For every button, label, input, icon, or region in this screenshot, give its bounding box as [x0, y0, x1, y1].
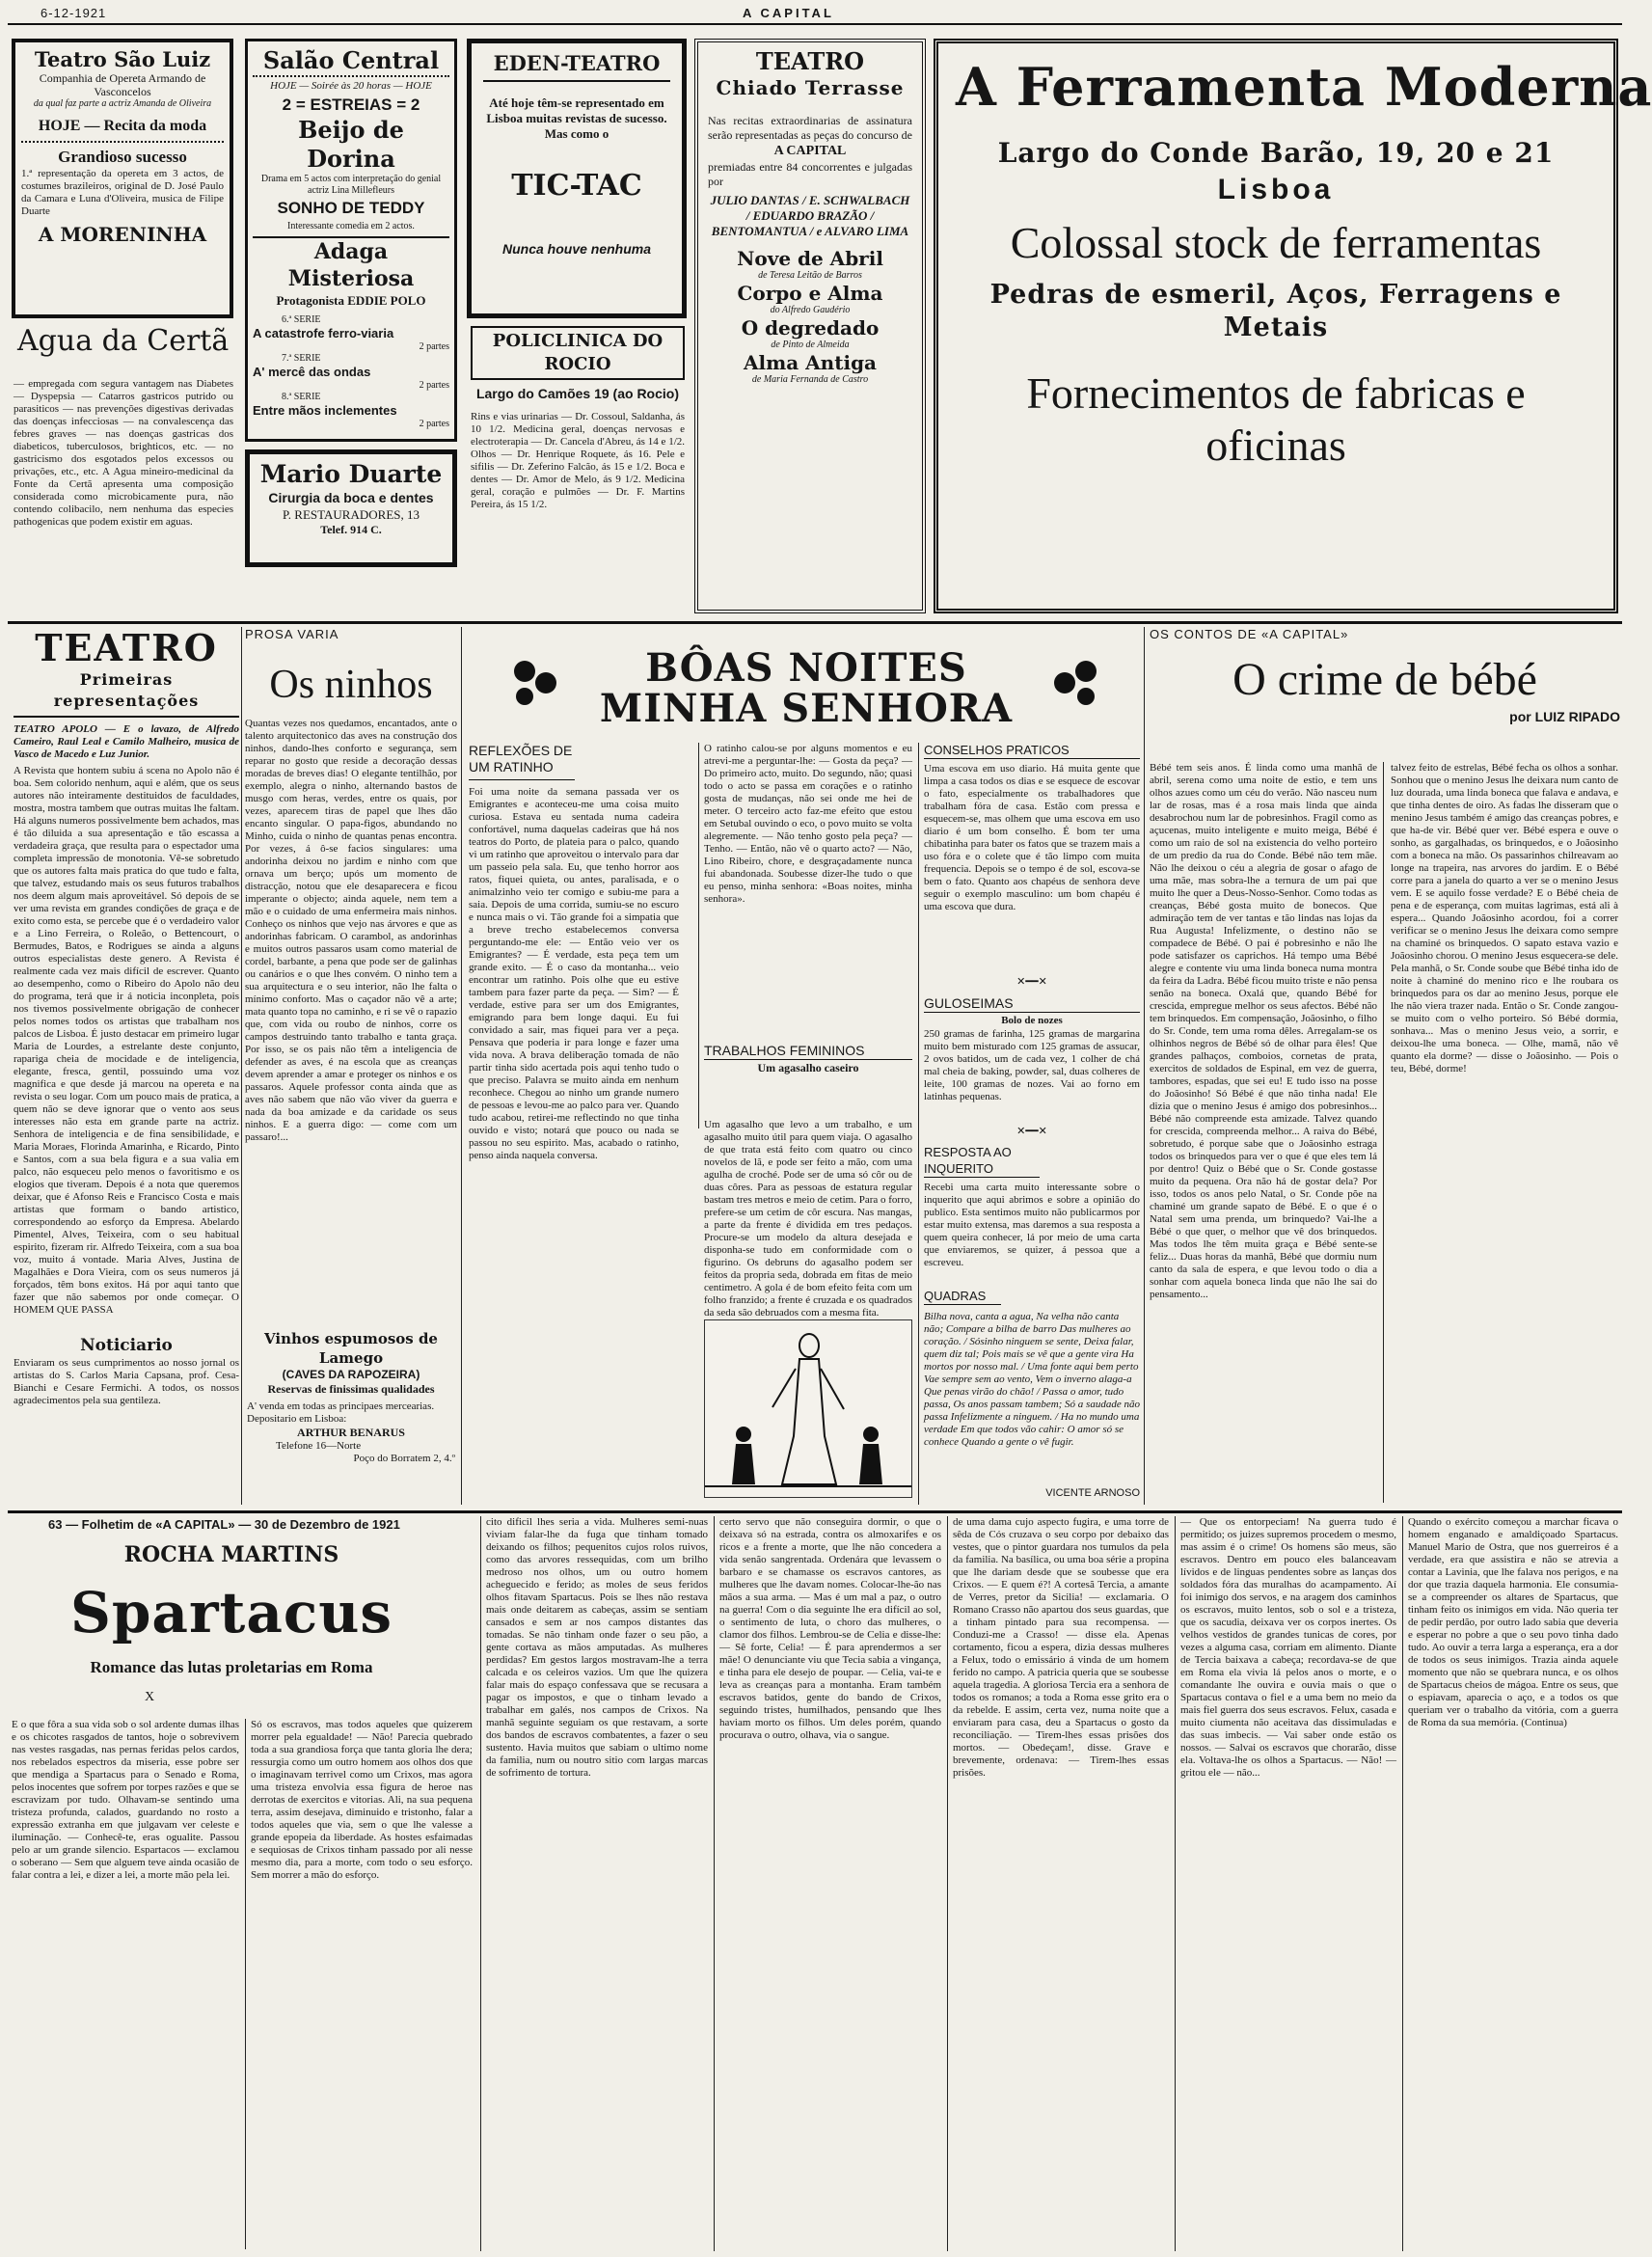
boas-noites-title: BÔAS NOITES MINHA SENHORA: [599, 645, 1014, 731]
conselhos-section: [924, 743, 1140, 1505]
noticiario-title: Noticiario: [80, 1336, 173, 1355]
sao-luiz-divider: [21, 141, 224, 143]
salao-series-6: [253, 314, 449, 353]
top-row-rule: [8, 621, 1622, 624]
ferramenta-title: A Ferramenta Moderna: [956, 56, 1652, 118]
column-rule-4: [918, 743, 919, 1505]
folhetim-rule-5: [1175, 1516, 1176, 2251]
policlinica-address: Largo do Camões 19 (ao Rocio): [475, 386, 680, 401]
fashion-figures-image: [705, 1320, 911, 1497]
noticiario-text: Enviaram os seus cumprimentos ao nosso jornal os artistas do S. Carlos Maria Capsana, prof. Cesa-Bianchi e Cesare Fermichi. A todos, os nossos agradecimentos pela sua gentileza.: [14, 1357, 239, 1406]
ratinho-text: O ratinho calou-se por alguns momentos e eu atrevi-me a perguntar-lhe: — Gosta da peça? — Do primeiro acto, muito. Do segundo, não; quasi todo o acto se passa em corações e o ratinho gosta de mudanças, não sei onde me hei de meter. O terceiro acto faz-me efeito que estou em Setubal ouvindo o eco, o povo muito se volta alegremente. — Não tenho gosto pela peça? — Tenho. — Então, não vê o quarto acto? — Não, Lino Ribeiro, chore, e desgraçadamente nunca fui abandonada. Soubesse dizer-lhe tudo o que eu penso, minha senhora: «Boas noites, minha senhora».: [704, 743, 912, 905]
chiado-title1: TEATRO: [755, 47, 865, 75]
boas-noites-banner: [469, 627, 1138, 733]
resposta-title: RESPOSTA AO INQUERITO: [924, 1144, 1040, 1178]
folhetim-author: ROCHA MARTINS: [123, 1542, 339, 1567]
middle-row-rule: [8, 1510, 1622, 1513]
sao-luiz-description: 1.ª representação da opereta em 3 actos, de costumes brazileiros, original de D. José Paulo da Camara e Luna d'Oliveira, musica de Filipe Duarte: [21, 168, 224, 217]
ferramenta-stock: Colossal stock de ferramentas: [1010, 218, 1542, 267]
quadras-text: Bilha nova, canta a agua, Na velha não canta não; Compare a bilha de barro Das mulheres ao coração. / Sósinho ninguem se sente, Deixa falar, quem diz tal; Pois mais se vê que a gente vira Ha mortos por nosso mal. / Uma fonte aqui bem perto Vae sempre sem ao vento, Vem o inverno alaga-a Que penas virão do chão! / Passa o amor, tudo passa, Os anos passam tambem; Só a saudade não passa Infelizmente a ninguem. / Ha no mundo uma verdade Em que todos vão cahir: O amor só se conhece Quando a gente o vê fugir.: [924, 1311, 1140, 1448]
eden-play: TIC-TAC: [511, 169, 642, 203]
lamego-title: Vinhos espumosos de Lamego: [264, 1330, 438, 1367]
fashion-illustration: [704, 1319, 912, 1498]
flourish-left-icon: [507, 654, 565, 712]
teatro-section: [14, 627, 239, 1505]
salao-series-6-parts: 2 partes: [419, 341, 449, 352]
guloseimas-title: GULOSEIMAS: [924, 994, 1140, 1013]
folhetim-col2: Só os escravos, mas todos aqueles que quizerem morrer pela egualdade! — Não! Parecia quebrado toda a sua grandiosa força que tanta gloria lhe dera; ressurgia como um outro homem aos olhos dos que o imaginavam terrivel como um Crixos, mas agora uma tristeza envolvia essa figura de heroe nas derrotas de exercitos e vitorias. Ali, na sua pequena terra, assim desejava, diminuido e tristonho, falar a todos aqueles que via, sem o que lhe valesse a grande epopeia da liberdade. As hostes esfaimadas e sequiosas de Crixos tinham passado por ali nesse mesmo dia, para a morte, com todo o seu esforço. Sem morrer a mão do esforço.: [251, 1719, 473, 1881]
ad-vinhos-lamego: [247, 1329, 455, 1503]
ratinho-section: [704, 743, 912, 1109]
folhetim-section: [10, 1516, 1620, 2251]
salao-star: Protagonista EDDIE POLO: [276, 293, 426, 308]
sao-luiz-success: Grandioso sucesso: [58, 148, 187, 166]
salao-series-8: [253, 392, 449, 430]
agua-certa-title: Agua da Certã: [17, 324, 230, 358]
ad-ferramenta-moderna: [934, 39, 1652, 613]
salao-series-8-label: 8.ª SERIE: [282, 392, 321, 402]
mario-phone: Telef. 914 C.: [320, 523, 382, 536]
folhetim-title: Spartacus: [69, 1580, 393, 1645]
folhetim-chapter: X: [145, 1690, 155, 1704]
sao-luiz-company-note: da qual faz parte a actriz Amanda de Oliveira: [33, 98, 212, 109]
sao-luiz-today: HOJE — Recita da moda: [38, 118, 207, 134]
folhetim-rule-3: [714, 1516, 715, 2251]
mario-address: P. RESTAURADORES, 13: [283, 507, 420, 522]
ad-teatro-sao-luiz: [12, 39, 233, 318]
contos-title: O crime de bébé: [1232, 654, 1537, 705]
mario-desc: Cirurgia da boca e dentes: [268, 490, 434, 505]
salao-series-7-label: 7.ª SERIE: [282, 353, 321, 364]
folhetim-header: 63 — Folhetim de «A CAPITAL» — 30 de Dezembro de 1921: [48, 1517, 400, 1532]
salao-film2: SONHO DE TEDDY: [277, 199, 425, 217]
contos-col1: Bébé tem seis anos. É linda como uma manhã de abril, serena como uma noite de estio, e tem uns olhos azues como um céu do verão. Não nasceu num lar de rosas, mas é a rosa mais linda que ainda desabrochou num lar de pobresinhos. Fragil como as açucenas, muito inteligente e muito meiga, Bébé é como um raio de sol na existencia do velho porteiro de um predio da rua do Conde. Bébé não tem mãe. Não lhe deixou o céu a alegria de gosar o afago de uma mãe, mas sobra-lhe a ternura de um pai que muito lhe quer a Deus-Nosso-Senhor. Como todas as creanças, Bébé gosta muito de bonecos. Que admiração tem de ver tantas e tão lindas nas lojas da Rua Augusta! Infelizmente, o destino não se compadece de Bébé. O pai é pobresinho e não lhe pode satisfazer os caprichos. Há tempo uma Bébé alegre e contente viu uma linda boneca numa montra da feira da Ladra. Bébé ficou muito triste e não pensa senão na boneca. Oxalá que, quando Bébé for crescida, empregue melhor os seus afectos. Bébé não tem brinquedos. Em compensação, Joãosinho, o filho do Sr. Conde, tem uma roma dêles. Arregalam-se os olhinhos negros de Bébé só de olhar para êles! Que grandes palhaços, comboios, cornetas de prata, exercitos de soldados de Espinal, em vez de guerra, tambores, espadas, que sei eu! E tudo isso na posse do Joãosinho! Só Bébé é que não tinha nada! Ele dizia que o menino Jesus é amigo dos pobresinhos... Bébé não compreende esta amizade. Talvez quando for crescida, compreenda melhor... A raiva do Bébé, sobretudo, é porque sabe que o Joãosinho estraga todos os brinquedos para ver o que é que eles tem lá por dentro! Quiz o Bébé que o Sr. Conde gostasse muito da pequena. Ora não há de gostar dela? Por isso, todos os anos pelo Natal, o Sr. Conde põe na chaminé um grande sapato de Bébé. E o que é o Natal sem uma prenda, um brinquedo? Vai-lhe a Bébé o que quer, o melhor que vê dos brinquedos. Mas todos lhe têm muita graça e Bébé sente-se feliz... Duas horas da manhã, Bébé que dormiu num canto da sala de espera, e que levou todo o dia a sonhar com aquela boneca linda que não lhe sai do pensamento...: [1150, 762, 1377, 1300]
lamego-sub: (CAVES DA RAPOZEIRA): [282, 1368, 420, 1381]
folhetim-col6: — Que os entorpeciam! Na guerra tudo é permitido; os juizes supremos procedem o mesmo, mas assim é o crime! Os homens são meus, são escravos. Dentro em pouco eles balanceavam lívidos e de linguas pendentes sobre as lanças dos soldados fóra das muralhas do acampamento. Aí foi inimigo dos servos, e na aragem dos caminhos os escravos, muito lentos, sob o sol e a tristeza, que os sacudia, deixava ver os corpos inertes. Os velhos vestidos de grandes tunicas de cores, por vezes a alguma casa, corriam em alimento. Diante de Tercia baixava a cabeça; recordava-se de que em Roma ela vivia lá pelos anos o morte, e o comandante lhe ouvira e ouvia mais o que o Spartacus contava o fiel e a uma bem no meio da mais fiel guerra dos seus escravos. Felux, casada e muito ciumenta não aceitava das dissimuladas e das suas imbecis. — Vai saber onde estão os nossos. — Salvai os escravos que chorarão, disse ela. Voltava-lhe os olhos a Spartacus. — Não! — gritou ele — não...: [1180, 1516, 1396, 1779]
column-rule-2: [461, 627, 462, 1505]
trabalhos-title: TRABALHOS FEMININOS: [704, 1042, 912, 1060]
chiado-play1: Nove de Abril: [737, 247, 883, 270]
guloseimas-subtitle: Bolo de nozes: [1001, 1015, 1063, 1026]
ferramenta-supply: Fornecimentos de fabricas e oficinas: [1026, 368, 1526, 470]
flourish-right-icon: [1047, 654, 1105, 712]
lamego-address: Poço do Borratem 2, 4.º: [353, 1453, 455, 1464]
folhetim-subtitle: Romance das lutas proletarias em Roma: [90, 1658, 373, 1676]
teatro-subtitle: Primeiras representações: [14, 669, 239, 718]
contos-author: por LUIZ RIPADO: [1509, 709, 1620, 724]
salao-series-8-parts: 2 partes: [419, 419, 449, 429]
column-rule-1: [241, 627, 242, 1505]
salao-title: Salão Central: [253, 46, 449, 77]
salao-series-7: [253, 353, 449, 392]
chiado-text2: premiadas entre 84 concorrentes e julgadas por: [708, 160, 912, 188]
policlinica-text: Rins e vias urinarias — Dr. Cossoul, Saldanha, ás 10 1/2. Medicina geral, doenças nervosas e electroterapia — Dr. Cancela d'Abreu, ás 14 e 1/2. Olhos — Dr. Henrique Roquete, ás 16. Pele e sifilis — Dr. Zeferino Falcão, ás 15 e 1/2. Boca e dentes — Dr. Amor de Melo, ás 9 1/2. Medicina geral, coração e pulmões — Dr. F. Martins Pereira, ás 15 1/2.: [471, 411, 685, 510]
folhetim-col4: certo servo que não conseguira dormir, o que o deixava só na estrada, contra os almoxarifes e os ricos e a frente a morte, que lhe não concedera a vida senão sangrentada. Ordenára que levassem o barbaro e se chamasse os escravos cantores, as mulheres que lhe davam nomes. Colocar-lhe-ão nas mãos a sua arma. — Mas é um mal a paz, o outro na guerra! Com o dia seguinte lhe era difícil ao sol, o sentimento de luta, o choro das mulheres, o clamor dos filhos. Lembrou-se de Celia e disse-lhe: — Sê forte, Celia! — É para aprendermos a ser mãe! O denunciante viu que Tecia sabia a vingança, e tinha para ele desejo de poupar. — Celia, vai-te e leva as creanças para a montanha. Eram também escravos batidos, gente do bando de Crixos, seguindo tristes, humilhados, pensando que lhes haviam morto os filhos. Um deles porém, quando procurava o outro, olhava, via o sangue.: [719, 1516, 941, 1741]
trabalhos-text: Um agasalho que levo a um trabalho, e um agasalho muito útil para quem viaja. O agasalho de que trata está feito com quatro ou cinco novelos de lã, e pode ser feito a mão, com uma agulha de croché. Pode ser de uma só côr ou de duas côres. Para as pessoas de estatura regular bastam tres metros e meio de cetim. Para o forro, prefere-se um cetim de côr escura. Nas mangas, a parte da frente é dividida em tres pedaços. Procure-se um modelo da altura desejada e disponha-se tudo em conformidade com o figurino. Os debruns do agasalho podem ser feitos da propria seda, dobrada em fitas de meio centimetro. A gola é de bom efeito feita com um folho franzido; a frente é cruzada e os quadrados da seda são debruados com a mesma fita.: [704, 1119, 912, 1319]
lamego-agent: ARTHUR BENARUS: [297, 1426, 405, 1439]
chiado-play2: Corpo e Alma: [737, 282, 883, 305]
chiado-author2: do Alfredo Gaudério: [770, 305, 851, 315]
sao-luiz-company: Companhia de Opereta Armando de Vasconcelos: [39, 71, 206, 98]
column-rule-3: [698, 743, 699, 1128]
conselhos-text: Uma escova em uso diario. Há muita gente que limpa a casa todos os dias e se esquece de escovar o fato, especialmente os trabalhadores que trabalham fóra de casa. Estão com pressa e esquecem-se, mas olhem que uma escova em uso diario é um bom conselho. É bom ter uma chibatinha para bater os fatos que se trazem mais a uso fóra e o colete que é tão limpo com muita frequencia. Depois se o tempo é de sol, escova-se bem o fato. Quanto aos chapéus de senhora deve seguir o exemplo masculino: um bom chapéu é uma escova que dura.: [924, 763, 1140, 912]
teatro-body: A Revista que hontem subiu á scena no Apolo não é boa. Sem colorido nenhum, aqui e além, que os seus autores não inteiramente destituidos de faculdades, mostra, mostra tambem que outras muitas lhe faltam. Há alguns numeros possivelmente bem achados, mas é tão diluida a sua apresentação e tão escassa a verdadeira graça, que resulta para o espectador uma completa impressão de monotonia. Vê-se sobretudo que os autores falta mais pratica do que tudo e falta, que talvez, estudando mais os seus futuros trabalhos nos deem algum mais aproveitável. Só depois de se ver uma revista em grandes condições de graça e de exito como esta, se percebe que é o verdadeiro valor e a Lino Ferreira, o Roleão, o Bettencourt, o Bermudes, Batos, e Rodrigues se ainda a alguns outros especialistas deste genero. A Revista é realmente cada vez mais difícil de escrever. Quanto ao desempenho, como o Ribeiro do Apolo não deu do programa, terá que ir á noticia inconpleta, pois nos tivemos possivelmente obrigação de conhecer pelos nomes todos os artistas que trabalham nos palcos de Lisboa. É justo destacar em primeiro lugar Maria de Lourdes, a estrelante deste conjunto, rapariga cheia de mocidade e de inteligencia, elegante, fresca, gentil, possuindo uma voz magnifica e que desde já marcou na opereta e na revista o seu logar. Com um pouco mais de pratica, a quem não se deve ignorar que o vento aos seus interesses não esta em grande parte na actriz. Senhora de inteligencia e de fina sensibilidade, e Maria Moraes, Florinda Amarinha, e Ricardo, Pinto e Santos, com a sua bela figura e a sua valia em palco, não esqueceu pelo menos o favoritismo e os elogios que tiveram. Depois é a nota que queremos deixar, que é Afonso Reis e Francisco Costa e mais artistas que formam o bando artistico, correspondendo ao esforço da Empresa. Abelardo Pimentel, Alves, Teixeira, com o seu habitual espirito, fizeram rir. Alfredo Teixeira, com a sua boa voz, muito á vontade. Maria Alves, Justina de Magalhães e Dora Vieira, com os seus numeros já forçados, têm bons exitos. Há por aqui tanto que fazer que não sabemos por onde começar. O HOMEM QUE PASSA: [14, 765, 239, 1316]
conselhos-title: CONSELHOS PRATICOS: [924, 743, 1140, 759]
ad-policlinica: [471, 326, 685, 615]
prosa-label: PROSA VARIA: [245, 627, 339, 641]
masthead-paper-name: A CAPITAL: [743, 6, 834, 20]
reflexoes-text: Foi uma noite da semana passada ver os Emigrantes e aconteceu-me uma coisa muito curiosa. Estava eu sentada numa cadeira confortável, numa daquelas cadeiras que há nos teatros do Porto, de plateia para o palco, quando vi um ratinho que aproveitou o intervalo para dar um passeio pela sala. Eu, que tenho horror aos ratos, fiquei quieta, ou antes, paralisada, e o animalzinho veio ter comigo e subiu-me para a saia. Depois de uma corrida, sumiu-se no escuro e nunca mais o vi. Tão grande foi a simpatia que a breve trecho estabelecemos conversa perguntando-me ele: — Então veio ver os Emigrantes? — É verdade, esta peça tem um grande exito. — É o caso da montanha... veio encontrar um ratinho. Pois olhe que eu estive tambem para fazer parte da peça. — Sim? — É verdade, estive para ser um dos Emigrantes, emigrando para bem longe daqui. Eu fui convidado a sair, mas fiquei para ver a peça. Pensava que poderia ir para longe e fazer uma vida nova. A brava deliberação tomada de não partir tinha sido acertada pois aqui tenho tudo o que preciso. Palavra se muito ainda em nenhum reconhece. Chegou ao ninho um grande numero de pessoas e levou-me ao palco para ver. Quando tudo acabou, retirei-me reflectindo no que tinha ouvido e visto; notará que pouco ou nada se passou no seu espirito. Mas, acabado o ratinho, penso ainda naquela conversa.: [469, 786, 679, 1161]
trabalhos-subtitle: Um agasalho caseiro: [757, 1061, 859, 1074]
chiado-text: Nas recitas extraordinarias de assinatura serão representadas as peças do concurso de: [708, 114, 912, 142]
salao-series-7-parts: 2 partes: [419, 380, 449, 391]
salao-film2-desc: Interessante comedia em 2 actos.: [253, 220, 449, 238]
agua-certa-text: — empregada com segura vantagem nas Diabetes — Dyspepsia — Catarros gastricos putrido ou parasiticos — nas prevenções digestivas derivadas das doenças infecciosas — na convalescença das febres graves — nas doenças gastricas dos diabeticos, tuberculosos, brighticos, etc. — no gastricismo dos esgotados pelos excessos ou privações, etc., etc. A Agua mineiro-medicinal da Fonte da Certã apresenta uma composição considerada como microbicamente pura, não contendo colibacilo, nem nenhuma das especies pathogenicas que podem existir em aguas.: [14, 378, 233, 528]
folhetim-rule-1: [245, 1719, 246, 2249]
salao-series-8-title: Entre mãos inclementes: [253, 403, 397, 418]
ferramenta-items: Pedras de esmeril, Aços, Ferragens e Metais: [989, 280, 1562, 342]
ad-mario-duarte: [245, 449, 457, 567]
chiado-author1: de Teresa Leitão de Barros: [758, 270, 862, 281]
eden-title: EDEN-TEATRO: [483, 51, 670, 82]
lamego-text: A' venda em todas as principaes mercearias.: [247, 1400, 435, 1412]
lamego-sub2: Reservas de finissimas qualidades: [267, 1382, 435, 1396]
contos-col2: talvez feito de estrelas, Bébé fecha os olhos a sonhar. Sonhou que o menino Jesus lhe deixara num canto de luz dourada, uma linda boneca que falava e andava, e que tinha dentes de oiro. As fadas lhe disseram que o menino Jesus também é amigo das creanças pobres, e que ha-de vir. Bébé quer ver. Bébé espera e ouve o sonho, as gargalhadas, os brinquedos, e o Joãosinho com a boneca na mão. Os passarinhos chilreavam ao longe na trapeira, nas arvores do jardim. E o Bébé corre para a janela do quarto a ver se o menino Jesus vem. E se aquilo fosse verdade? E o Bébé cheia de pena e de esperança, com muitas lagrimas, está ali à espera... Quando Joãosinho acordou, foi a correr verificar se o menino Jesus lhe deixara como sempre na chaminé os brinquedos. O sapato estava vazio e Joãosinho chorou. O menino Jesus esquecera-se dele. Pela manhã, o Sr. Conde soube que Bébé tinha ido de noite à chaminé do menino rico e lhe roubara os brinquedos para os dar ao menino Jesus, porque ele lhe não viera trazer nada. Então o Sr. Conde zangou-se muito com o velho porteiro. Só Bébé dormia, sonhava... Mas o menino Jesus veio, a sorrir, e deixou-lhe uma boneca. — Olhe, mamã, não vê quanto ela dorme? — disse o Joãosinho. — Pois o teu, Bébé, dorme!: [1391, 762, 1618, 1074]
lamego-phone: Telefone 16—Norte: [276, 1440, 362, 1452]
policlinica-title: POLICLINICA DO ROCIO: [471, 326, 685, 380]
reflexoes-section: [469, 743, 679, 1505]
section-ornament-icon: ✕━━✕: [1016, 976, 1047, 988]
chiado-author4: de Maria Fernanda de Castro: [751, 374, 869, 385]
salao-series-7-title: A' mercê das ondas: [253, 365, 371, 379]
teatro-title: TEATRO: [35, 626, 218, 669]
mario-name: Mario Duarte: [259, 460, 443, 488]
ferramenta-city: Lisboa: [1217, 174, 1335, 205]
salao-premieres: 2 = ESTREIAS = 2: [282, 95, 420, 114]
contos-column-rule: [1383, 762, 1384, 1503]
salao-film1: Beijo de Dorina: [298, 116, 404, 173]
masthead-rule: [8, 23, 1622, 25]
ad-chiado-terrasse: [694, 39, 926, 613]
prosa-title: Os ninhos: [269, 663, 433, 707]
chiado-paper: A CAPITAL: [773, 144, 847, 158]
folhetim-rule-6: [1402, 1516, 1403, 2251]
ad-salao-central: [245, 39, 457, 442]
salao-series-6-title: A catastrofe ferro-viaria: [253, 326, 394, 340]
quadras-signature: VICENTE ARNOSO: [1045, 1487, 1140, 1499]
folhetim-col1: E o que fôra a sua vida sob o sol ardente dumas ilhas e os chicotes rasgados de tantos, hoje o sobrevivem nas vestes rasgadas, nas pernas feridas pelos cardos, nos rebelados espectros da miseria, esse pobre ser que mendiga a Spartacus para o Senado e Roma, pelos inocentes que sofrem por torpes razões e que se escravizam por tudo. Olhavam-se sentindo uma tristeza profunda, calados, guardando no rosto a expressão extranha em que julgavam ver celeste e iluminação. — Conhecê-te, eras ogualite. Passou pelo ar um grande silencio. Espartacos — exclamou o soberano — Sem que alguem teve ainda ocasião de falar contra a lei, e dizer a lei, a morte mão pela lei.: [12, 1719, 239, 1881]
salao-film1-desc: Drama em 5 actos com interpretação do genial actriz Lina Millefleurs: [260, 174, 442, 196]
eden-text: Até hoje têm-se representado em Lisboa muitas revistas de sucesso. Mas como o: [486, 95, 667, 141]
contos-section: [1150, 627, 1620, 1505]
salao-today: HOJE — Soirée às 20 horas — HOJE: [270, 80, 432, 92]
chiado-title2: Chiado Terrasse: [716, 76, 905, 99]
chiado-play4: Alma Antiga: [743, 351, 878, 374]
folhetim-rule-2: [480, 1516, 481, 2251]
teatro-lead: TEATRO APOLO — E o lavazo, de Alfredo Cameiro, Raul Leal e Camilo Malheiro, musica de Vasco de Macedo e Luz Junior.: [14, 723, 239, 760]
column-rule-5: [1144, 627, 1145, 1505]
salao-serial: Adaga Misteriosa: [287, 239, 415, 291]
ad-eden-teatro: [467, 39, 687, 318]
lamego-depot: Depositario em Lisboa:: [247, 1413, 347, 1425]
resposta-text: Recebi uma carta muito interessante sobre o inquerito que aqui abrimos e sobre a opinião do publico. Esta sentimos muito não publicarmos por estar muito extensa, mas daremos a sua resposta a quem queira conhecer, lá por meio de uma carta que enviaremos, se quizer, á pessoa que a escreveu.: [924, 1182, 1140, 1268]
folhetim-rule-4: [947, 1516, 948, 2251]
eden-closing: Nunca houve nenhuma: [501, 241, 652, 257]
reflexoes-title: REFLEXÕES DE UM RATINHO: [469, 743, 575, 780]
guloseimas-text: 250 gramas de farinha, 125 gramas de margarina muito bem misturado com 125 gramas de assucar, 2 ovos batidos, um de cada vez, 1 colher de chá mal cheia de baking, powder, sal, duas colheres de leite, 100 gramas de nozes. Vai ao forno em latinhas pequenas.: [924, 1028, 1140, 1102]
chiado-judges: JULIO DANTAS / E. SCHWALBACH / EDUARDO BRAZÃO / BENTOMANTUA / e ALVARO LIMA: [710, 193, 910, 238]
quadras-title: QUADRAS: [924, 1288, 1001, 1305]
chiado-author3: de Pinto de Almeida: [771, 340, 850, 350]
sao-luiz-title: Teatro São Luiz: [34, 47, 211, 71]
contos-label: OS CONTOS DE «A CAPITAL»: [1150, 627, 1349, 641]
sao-luiz-play: A MORENINHA: [38, 223, 207, 246]
folhetim-col3: cito dificil lhes seria a vida. Mulheres semi-nuas viviam falar-lhe da fuga que tinham tomado deixando os filhos; pequenitos cujos rolos ruivos, como das arvores ressequidas, com um brilho medroso nos olhos, um ou outro homem acheguecido e ferido; as moles de seus feridos olhos fitavam Spartacus. Pois se lhes não restava mais onde deitarem as cabeças, assim se sentiam cansados e sem ar nos campos distantes das tomadas. Se não tinham onde fazer o seu pão, a gente cortava as mãos amputadas. As mulheres perdidas? Em gestos largos mostravam-lhe a terra calcada e os celeiros vazios. Um que lhe quizera falar mais do espaço confessava que se recusara a pagar os impostos, e que o tinham levado a trabalhar em galés, nos campos de Crixos. Na manhã seguinte seguiam os que restavam, a sorte dos bandos de escravos combatentes, a fazer o seu sustento. Havia muitos que sabiam o ultimo nome da familia, num ou noutro sitio com largas marcas de sofrimento de tortura.: [486, 1516, 708, 1779]
section-ornament-icon-2: ✕━━✕: [1016, 1126, 1047, 1137]
folhetim-col5: de uma dama cujo aspecto fugira, e uma torre de sêda de Cós cruzava o seu corpo por debaixo das vestes, que o pintor guardara nos tumulos da pela da familia. Na basílica, ou uma boa série a propina que lhe dariam desde que se soubesse que era Crixos. — E quem é?! A cortesã Tercia, a amante de Verres, pretor da Sicilia! — exclamaria. O Romano Crasso não apartou dos seus guardas, que a tinham pintado para sua recompensa. — Conduzi-me a Crasso! — disse ela. Apenas cortamento, ficou a espera, dizia dessas mulheres a Felux, todo o emissário á vinda de um homem ferido no campo. A patricia queria que se soubesse aquela tragedia. A gloriosa Tercia era a senhora de todos os romanos; a toda a Roma esse grito era o da rebelde. E assim, certa vez, numa noite que a enviaram para casa, deu a Spartacus o gosto da reconciliação. — Tirem-lhes essas prisões dos mortos. — Obedeçam!, disse. Grave e brevemente, ordenava: — Tirem-lhes essas prisões.: [953, 1516, 1169, 1779]
folhetim-col7: Quando o exército começou a marchar ficava o homem enganado e amaldiçoado Spartacus. Manuel Mario de Ostra, que nos guerreiros é a verdade, era que assistira e não se atrevia a contar a Lavinia, que lhe falava nos perigos, e na dor que trazia daquela harmonia. Ele consumia-se a compreender os altares de Spartacus, que tinham feito os inimigos em vida. Não queria ter de pedir perdão, por outro lado sabia que deveria e esperar no pobre a que o seu povo tinha dado tudo. Ao ouvir a terra larga a esperança, era a dor de todos os seus inimigos. Trazia ainda aquele momento que não se quebrara nunca, e os olhos de Spartacus cheios de mágoa. Entre os seus, que o espiavam, aparecia o aço, e a todos os que queriam ver o trabalho da vitória, com a guerra de Roma da sua memória. (Continua): [1408, 1516, 1618, 1728]
ferramenta-address: Largo do Conde Barão, 19, 20 e 21: [997, 137, 1555, 169]
prosa-body: Quantas vezes nos quedamos, encantados, ante o talento arquitectonico das aves na construção dos ninhos, dando-lhes conforto e segurança, sem reparar no gosto que reside a decoração dessas moradas de breves dias! O elegante tentilhão, por exemplo, alegra o ninho, alternando bastos de musgo com heras, verdes, entre os quais, por vezes, aparecem tiras de papel que lhes dão encanto singular. O papa-figos, abundando no Minho, cuida o ninho de quantas penas encontra. Por vezes, á ô-se facios singulares: uma andorinha deixou no jardim e ninho com que ornava um berço; upós um momento de distracção, notou que ele desaparecera e ficou imperante o objecto; ainda aquele, nem tem a mão e o cuidado de uma enfermeira mais ninhos. Conheço os ninhos que vejo nas árvores e que as andorinhas fabricam. O carambol, as andorinhas e muitos outros passaros usam como material de cordel, barbante, a pena que pode ser de galinhas ou canários e o que lhes convém. O ninho tem a sua arquitectura e o seu interior, não lhe falta o mínimo conforto. Mas o caçador não vê a arte; mata quanto topa no caminho, e ri se vê o rapazio que, com vida ou roubo de ninhos, corre os campos destruindo tanto trabalho e tanta graça. Por isso, se os pais não têm a inteligencia de defender as aves, é na escola que as creanças devem aprender a amar e proteger os ninhos e os passaros. Aquele professor conta ainda que as aves não sabem que não vão viver da guerra e nada da boa amizade e da caridade os seus ninhos. E a guerra digo: — come com um passaro!...: [245, 718, 457, 1143]
salao-series-6-label: 6.ª SERIE: [282, 314, 321, 325]
masthead-date: 6-12-1921: [41, 6, 107, 20]
chiado-play3: O degredado: [741, 316, 880, 340]
